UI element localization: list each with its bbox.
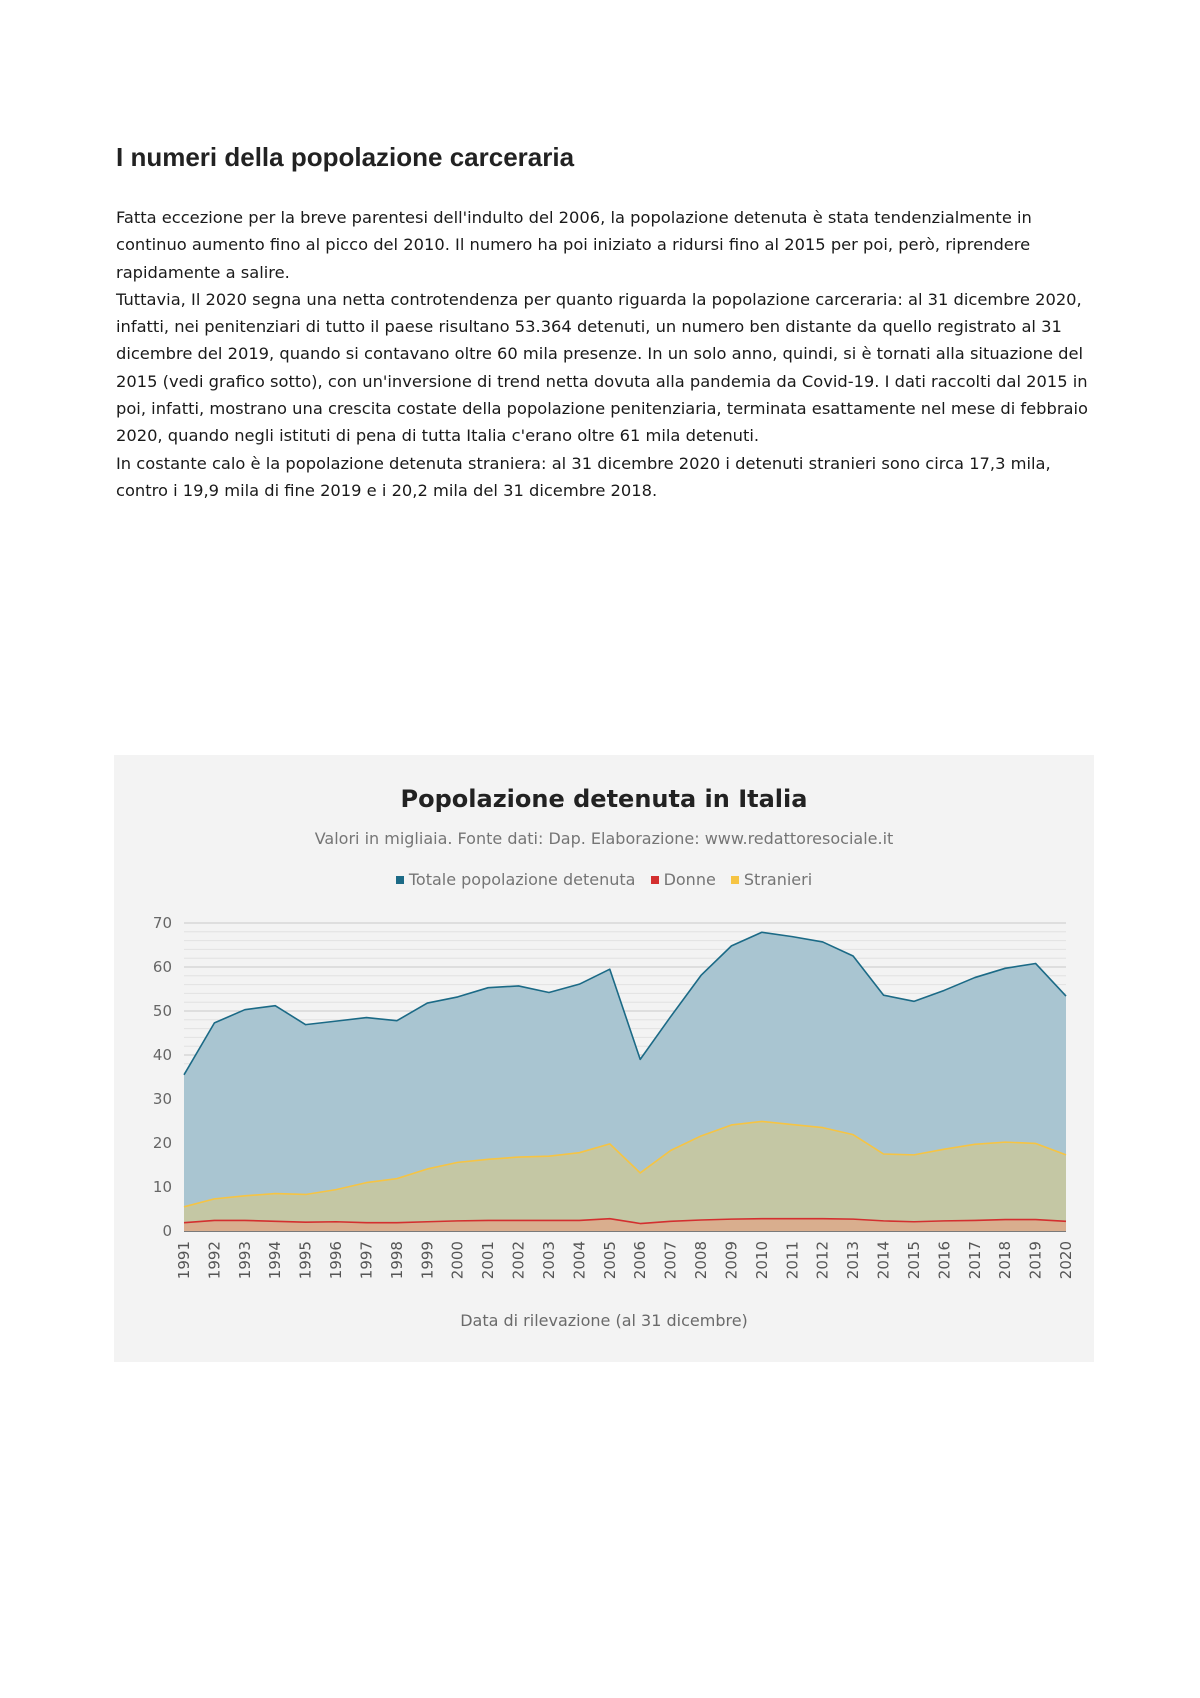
chart-legend	[114, 870, 1094, 889]
y-tick-label: 60	[152, 958, 172, 976]
chart-title: Popolazione detenuta in Italia	[400, 785, 808, 813]
legend-label-stranieri: Stranieri	[743, 870, 813, 889]
x-tick-label: 2008	[692, 1241, 711, 1280]
x-tick-label: 2020	[1057, 1241, 1075, 1280]
chart-subtitle: Valori in migliaia. Fonte dati: Dap. Elaborazione: www.redattoresociale.it	[314, 829, 894, 848]
legend-swatch-stranieri	[731, 876, 739, 884]
x-tick-label: 1992	[205, 1241, 224, 1280]
x-tick-label: 2014	[874, 1241, 893, 1280]
x-tick-label: 1996	[327, 1241, 346, 1280]
y-tick-label: 30	[152, 1090, 172, 1108]
x-tick-label: 2006	[631, 1241, 650, 1280]
x-tick-label: 2005	[600, 1241, 619, 1280]
x-tick-label: 2010	[752, 1241, 771, 1280]
x-tick-label: 2019	[1026, 1241, 1045, 1280]
document-body	[116, 204, 1096, 504]
legend-swatch-totale	[396, 876, 404, 884]
legend-item-totale	[396, 870, 636, 889]
document-title: I numeri della popolazione carceraria	[116, 142, 575, 172]
x-tick-label: 1997	[357, 1241, 376, 1280]
x-tick-label: 1994	[266, 1241, 285, 1280]
x-tick-label: 2003	[539, 1241, 558, 1280]
y-tick-label: 10	[152, 1178, 172, 1196]
chart-container	[114, 755, 1094, 1362]
x-tick-label: 2016	[935, 1241, 954, 1280]
x-tick-label: 2004	[570, 1241, 589, 1280]
legend-swatch-donne	[651, 876, 659, 884]
x-tick-label: 2001	[479, 1241, 498, 1280]
x-tick-label: 1993	[235, 1241, 254, 1280]
y-tick-label: 70	[152, 914, 172, 932]
x-tick-label: 2009	[722, 1241, 741, 1280]
x-tick-label: 2012	[813, 1241, 832, 1280]
y-tick-label: 0	[162, 1222, 172, 1240]
y-tick-label: 50	[152, 1002, 172, 1020]
x-tick-label: 2017	[965, 1241, 984, 1280]
legend-label-totale: Totale popolazione detenuta	[408, 870, 636, 889]
x-tick-label: 1995	[296, 1241, 315, 1280]
x-tick-label: 2002	[509, 1241, 528, 1280]
legend-label-donne: Donne	[663, 870, 716, 889]
legend-item-stranieri	[731, 870, 812, 889]
x-tick-label: 2011	[783, 1241, 802, 1280]
legend-item-donne	[651, 870, 716, 889]
y-tick-label: 40	[152, 1046, 172, 1064]
x-tick-label: 2013	[844, 1241, 863, 1280]
x-tick-label: 2015	[904, 1241, 923, 1280]
x-tick-label: 2007	[661, 1241, 680, 1280]
paragraph-1: Fatta eccezione per la breve parentesi dell'indulto del 2006, la popolazione detenuta è stata tendenzialmente in continuo aumento fino al picco del 2010. Il numero ha poi iniziato a ridursi fino al 2015 per poi, però, riprendere rapidamente a salire.	[116, 208, 1032, 282]
y-tick-label: 20	[152, 1134, 172, 1152]
x-tick-label: 1998	[387, 1241, 406, 1280]
x-tick-label: 1999	[418, 1241, 437, 1280]
x-axis-title: Data di rilevazione (al 31 dicembre)	[460, 1311, 748, 1330]
paragraph-3: In costante calo è la popolazione detenuta straniera: al 31 dicembre 2020 i detenuti stranieri sono circa 17,3 mila, contro i 19,9 mila di fine 2019 e i 20,2 mila del 31 dicembre 2018.	[116, 453, 1051, 500]
x-tick-label: 1991	[175, 1241, 193, 1280]
paragraph-2: Tuttavia, Il 2020 segna una netta controtendenza per quanto riguarda la popolazione carceraria: al 31 dicembre 2020, infatti, nei penitenziari di tutto il paese risultano 53.364 detenuti, un numero ben distante da quello registrato al 31 dicembre del 2019, quando si contavano oltre 60 mila presenze. In un solo anno, quindi, si è tornati alla situazione del 2015 (vedi grafico sotto), con un'inversione di trend netta dovuta alla pandemia da Covid-19. I dati raccolti dal 2015 in poi, infatti, mostrano una crescita costate della popolazione penitenziaria, terminata esattamente nel mese di febbraio 2020, quando negli istituti di pena di tutta Italia c'erano oltre 61 mila detenuti.	[116, 289, 1088, 446]
x-tick-label: 2000	[448, 1241, 467, 1280]
x-tick-label: 2018	[996, 1241, 1015, 1280]
